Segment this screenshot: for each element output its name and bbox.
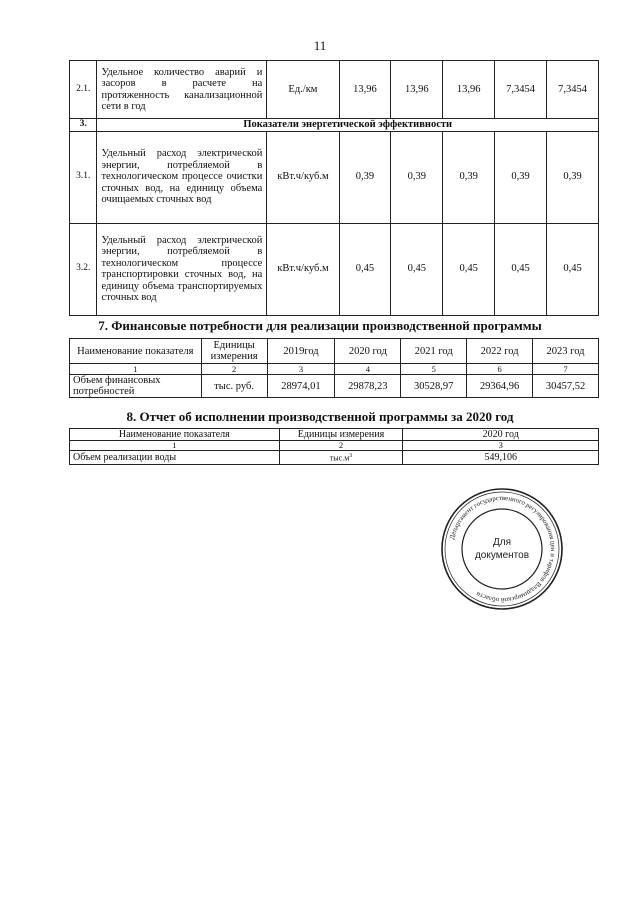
section-number: 3. [70, 119, 97, 132]
value-cell: 29878,23 [335, 375, 401, 398]
value-cell: 0,45 [547, 223, 599, 315]
stamp-center-line2: документов [474, 550, 530, 561]
value-cell: 0,39 [495, 131, 547, 223]
column-header: Наименование показателя [70, 429, 280, 441]
column-header: 2023 год [533, 339, 599, 364]
value-cell: 0,45 [495, 223, 547, 315]
value-cell: 28974,01 [267, 375, 335, 398]
value-cell: 30528,97 [401, 375, 467, 398]
indicators-table [69, 60, 599, 316]
column-number: 5 [401, 364, 467, 375]
row-number: 3.2. [70, 223, 97, 315]
value-cell: 0,39 [443, 131, 495, 223]
value-cell: 0,39 [339, 131, 391, 223]
value-cell: 549,106 [403, 451, 599, 465]
row-number: 2.1. [70, 61, 97, 119]
column-number: 3 [267, 364, 335, 375]
row-number: 3.1. [70, 131, 97, 223]
value-cell: 7,3454 [495, 61, 547, 119]
indicator-name: Объем реализации воды [70, 451, 280, 465]
table-row [70, 375, 599, 398]
column-header: Наименование показателя [70, 339, 202, 364]
column-number: 3 [403, 441, 599, 451]
page-number: 11 [313, 38, 327, 53]
column-number: 4 [335, 364, 401, 375]
column-header: Единицы измерения [201, 339, 267, 364]
column-header: 2022 год [467, 339, 533, 364]
column-number: 7 [533, 364, 599, 375]
value-cell: 0,45 [339, 223, 391, 315]
column-number: 1 [70, 441, 280, 451]
column-header: 2019год [267, 339, 335, 364]
table-row [70, 223, 599, 315]
indicator-name: Удельный расход электрической энергии, потребляемой в технологическом процессе транспортировки сточных вод, на единицу объема транспортируемых сточных вод [97, 223, 267, 315]
value-cell: 0,39 [391, 131, 443, 223]
unit-cell: кВт.ч/куб.м [267, 131, 339, 223]
unit-cell: тыс. руб. [201, 375, 267, 398]
column-number: 2 [201, 364, 267, 375]
column-number: 1 [70, 364, 202, 375]
stamp-ring-text: Департамент государственного регулирования цен и тарифов Владимирской области [448, 494, 557, 604]
column-header: 2020 год [335, 339, 401, 364]
unit-cell: кВт.ч/куб.м [267, 223, 339, 315]
financial-needs-table [69, 338, 599, 398]
indicator-name: Удельный расход электрической энергии, потребляемой в технологическом процессе очистки сточных вод, на единицу объема очищаемых сточных вод [97, 131, 267, 223]
unit-text: тыс.м [329, 453, 350, 463]
section-row [70, 119, 599, 132]
value-cell: 13,96 [391, 61, 443, 119]
indicator-name: Удельное количество аварий и засоров в расчете на протяженность канализационной сети в год [97, 61, 267, 119]
value-cell: 13,96 [443, 61, 495, 119]
column-number: 6 [467, 364, 533, 375]
value-cell: 0,45 [443, 223, 495, 315]
section-8-title: 8. Отчет об исполнении производственной программы за 2020 год [126, 409, 514, 424]
unit-superscript: 3 [349, 453, 353, 459]
value-cell: 0,45 [391, 223, 443, 315]
value-cell: 7,3454 [547, 61, 599, 119]
value-cell: 0,39 [547, 131, 599, 223]
header-row [70, 339, 599, 364]
indicator-name: Объем финансовых потребностей [70, 375, 202, 398]
organization-stamp [440, 487, 564, 611]
column-number: 2 [279, 441, 403, 451]
section-title: Показатели энергетической эффективности [97, 119, 599, 132]
table-row [70, 131, 599, 223]
section-7-title: 7. Финансовые потребности для реализации производственной программы [98, 318, 542, 333]
column-header: 2021 год [401, 339, 467, 364]
column-number-row [70, 364, 599, 375]
column-header: 2020 год [403, 429, 599, 441]
value-cell: 29364,96 [467, 375, 533, 398]
value-cell: 30457,52 [533, 375, 599, 398]
column-number-row [70, 441, 599, 451]
unit-cell: Ед./км [267, 61, 339, 119]
report-table [69, 428, 599, 465]
column-header: Единицы измерения [279, 429, 403, 441]
stamp-center-line1: Для [492, 537, 512, 548]
header-row [70, 429, 599, 441]
table-row [70, 61, 599, 119]
value-cell: 13,96 [339, 61, 391, 119]
table-row [70, 451, 599, 465]
unit-cell [279, 451, 403, 465]
